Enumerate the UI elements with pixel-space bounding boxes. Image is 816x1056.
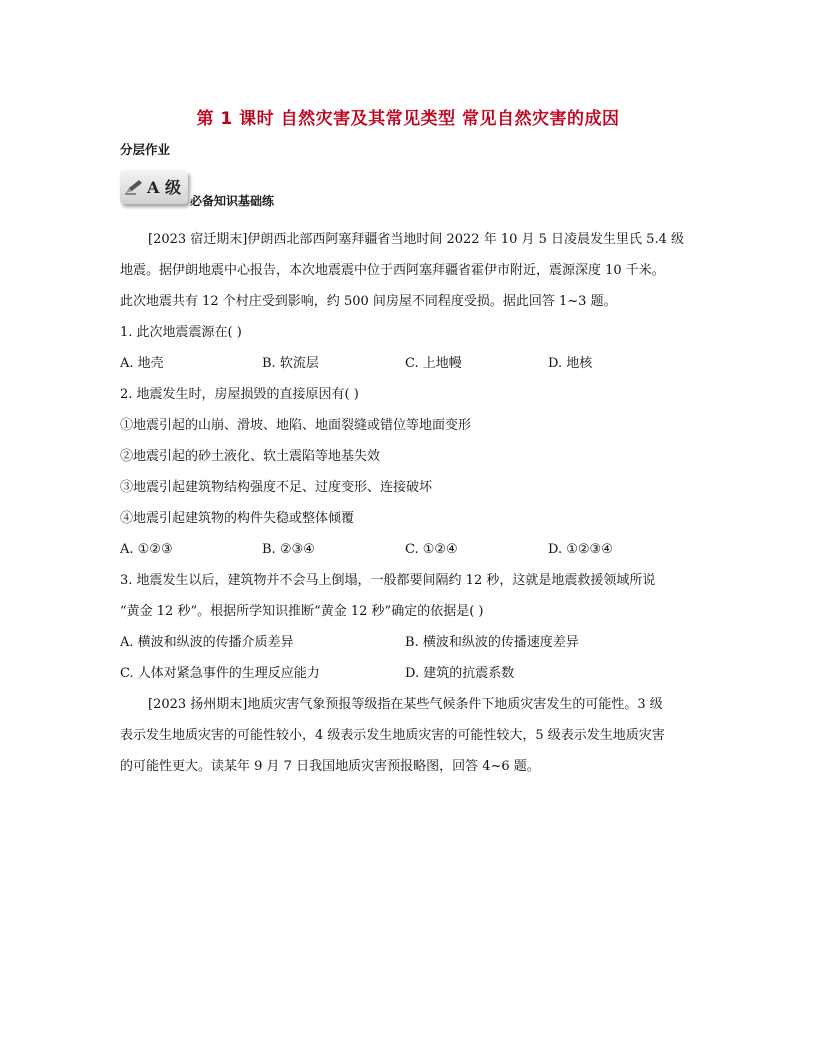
passage1-line: [2023 宿迁期末]伊朗西北部西阿塞拜疆省当地时间 2022 年 10 月 5 日凌晨发生里氏 5.4 级	[148, 232, 684, 247]
passage1-line: 此次地震共有 12 个村庄受到影响，约 500 间房屋不同程度受损。据此回答 1~3 题。	[120, 294, 617, 309]
question-2-item: ④地震引起建筑物的构件失稳或整体倾覆	[120, 511, 355, 526]
question-3-option-c: C. 人体对紧急事件的生理反应能力	[120, 666, 320, 681]
pencil-icon	[124, 179, 144, 195]
question-2-option-c: C. ①②④	[405, 542, 458, 557]
question-2-option-d: D. ①②③④	[548, 542, 613, 557]
question-2-option-b: B. ②③④	[262, 542, 315, 557]
question-2-stem: 2. 地震发生时，房屋损毁的直接原因有( )	[120, 387, 359, 402]
passage1-line: 地震。据伊朗地震中心报告，本次地震震中位于西阿塞拜疆省霍伊市附近，震源深度 10 千米。	[120, 263, 665, 278]
question-3-option-b: B. 横波和纵波的传播速度差异	[405, 635, 579, 650]
question-1-option-c: C. 上地幔	[405, 356, 462, 371]
question-3-stem: 3. 地震发生以后，建筑物并不会马上倒塌，一般都要间隔约 12 秒，这就是地震救援领域所说	[120, 573, 656, 588]
question-1-option-a: A. 地壳	[120, 356, 164, 371]
question-2-item: ③地震引起建筑物结构强度不足、过度变形、连接破坏	[120, 480, 433, 495]
question-3-stem: “黄金 12 秒”。根据所学知识推断“黄金 12 秒”确定的依据是( )	[120, 604, 484, 619]
level-label: A 级	[147, 178, 181, 197]
question-2-item: ①地震引起的山崩、滑坡、地陷、地面裂缝或错位等地面变形	[120, 418, 472, 433]
question-2-item: ②地震引起的砂土液化、软土震陷等地基失效	[120, 449, 381, 464]
section-label: 分层作业	[120, 142, 171, 157]
question-1-option-b: B. 软流层	[262, 356, 319, 371]
passage2-line: 的可能性更大。读某年 9 月 7 日我国地质灾害预报略图，回答 4~6 题。	[120, 759, 540, 774]
question-1-stem: 1. 此次地震震源在( )	[120, 325, 242, 340]
question-1-option-d: D. 地核	[548, 356, 593, 371]
question-3-option-a: A. 横波和纵波的传播介质差异	[120, 635, 294, 650]
page-title: 第 1 课时 自然灾害及其常见类型 常见自然灾害的成因	[196, 109, 620, 129]
question-3-option-d: D. 建筑的抗震系数	[405, 666, 515, 681]
question-2-option-a: A. ①②③	[120, 542, 173, 557]
passage2-line: 表示发生地质灾害的可能性较小，4 级表示发生地质灾害的可能性较大，5 级表示发生地质灾害	[120, 728, 665, 743]
passage2-line: [2023 扬州期末]地质灾害气象预报等级指在某些气候条件下地质灾害发生的可能性。3 级	[148, 697, 663, 712]
badge-subtitle: 必备知识基础练	[190, 194, 275, 208]
level-badge	[120, 170, 188, 204]
